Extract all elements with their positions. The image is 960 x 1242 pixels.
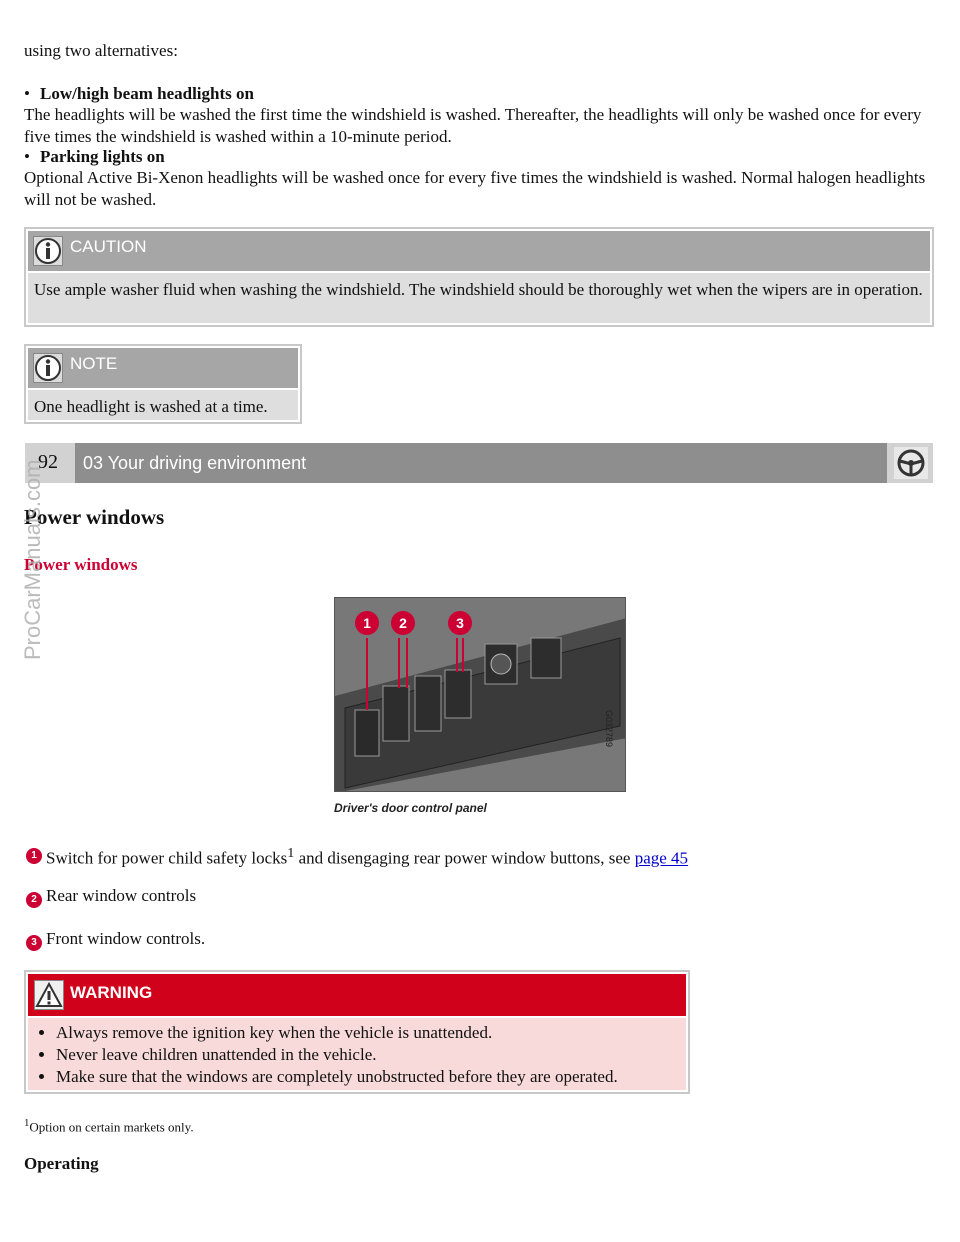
caution-label: CAUTION <box>70 237 147 256</box>
marker-3: 3 <box>456 615 464 631</box>
door-panel-figure <box>334 597 626 817</box>
marker-2: 2 <box>399 615 407 631</box>
list-item <box>46 842 688 870</box>
footnote-text: Option on certain markets only. <box>29 1119 194 1135</box>
item-number-badge: 1 <box>26 848 42 864</box>
warning-header <box>28 974 686 1016</box>
caution-box <box>24 227 934 327</box>
warning-item: • Make sure that the windows are completely unobstructed before they are operated. <box>56 1066 682 1088</box>
footnote-ref: 1 <box>287 845 295 861</box>
marker-1: 1 <box>363 615 371 631</box>
next-heading: Operating <box>24 1154 99 1173</box>
note-label: NOTE <box>70 354 118 373</box>
list-item <box>24 146 165 168</box>
caution-header <box>28 231 930 271</box>
note-text: One headlight is washed at a time. <box>28 390 298 420</box>
chapter-header <box>25 443 933 483</box>
page-link[interactable]: page 45 <box>634 848 689 868</box>
section-subheading: Power windows <box>24 555 138 574</box>
footnote <box>24 1112 194 1138</box>
footnote-marker: 1 <box>24 1117 30 1129</box>
note-box <box>24 344 302 424</box>
alternative-title: Parking lights on <box>40 147 165 166</box>
steering-wheel-icon <box>894 447 928 479</box>
bullet: • <box>24 147 30 166</box>
list-item: Rear window controls <box>46 886 197 905</box>
alternative-title: Low/high beam headlights on <box>40 84 254 103</box>
note-header <box>28 348 298 388</box>
list-item <box>24 83 254 105</box>
item-text: Switch for power child safety locks <box>46 848 288 868</box>
figure-caption: Driver's door control panel <box>334 801 487 815</box>
warning-triangle-icon <box>34 980 64 1010</box>
section-heading: Power windows <box>24 505 165 529</box>
item-number-badge: 3 <box>26 935 42 951</box>
caution-text: Use ample washer fluid when washing the windshield. The windshield should be thoroughly wet when the wipers are in operation. <box>28 273 930 323</box>
bullet: • <box>24 84 30 103</box>
warning-body <box>28 1018 686 1090</box>
chapter-title: 03 Your driving environment <box>75 443 887 483</box>
info-icon <box>33 353 63 383</box>
list-item: Front window controls. <box>46 929 206 948</box>
figure-code: G032789 <box>604 709 614 747</box>
intro-text: using two alternatives: <box>24 41 178 60</box>
warning-list <box>32 1022 682 1088</box>
warning-box <box>24 970 690 1094</box>
warning-item: • Never leave children unattended in the vehicle. <box>56 1044 682 1066</box>
door-panel-image <box>334 597 626 792</box>
item-number-badge: 2 <box>26 892 42 908</box>
info-icon <box>33 236 63 266</box>
watermark: ProCarManuals.com <box>20 459 45 660</box>
page-number: 92 <box>38 451 58 473</box>
warning-item: • Always remove the ignition key when the vehicle is unattended. <box>56 1022 682 1044</box>
warning-label: WARNING <box>70 983 153 1002</box>
item-text-continued: and disengaging rear power window buttons, see <box>294 848 635 868</box>
alternative-text: Optional Active Bi-Xenon headlights will be washed once for every five times the windshield is washed. Normal halogen headlights will not be washed. <box>24 168 926 209</box>
alternative-text: The headlights will be washed the first time the windshield is washed. Thereafter, the headlights will only be washed once for every five times the windshield is washed within a 10-minute period. <box>24 105 922 146</box>
